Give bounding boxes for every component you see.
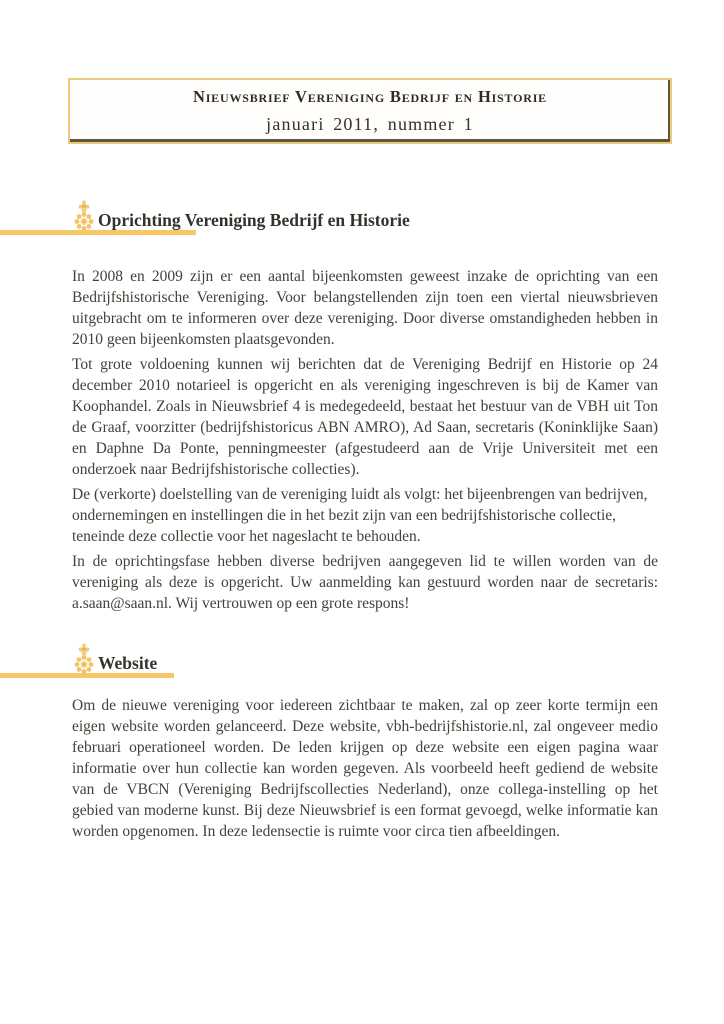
gold-ornament-icon [74, 641, 94, 674]
paragraph: Tot grote voldoening kunnen wij berichten dat de Vereniging Bedrijf en Historie op 24 december 2010 notarieel is opgericht en als vereniging ingeschreven is bij de Kamer van Koophandel. Zoals in Nieuwsbrief 4 is medegedeeld, bestaat het bestuur van de VBH uit Ton de Graaf, voorzitter (bedrijfshistoricus ABN AMRO), Ad Saan, secretaris (Koninklijke Saan) en Daphne Da Ponte, penningmeester (afgestudeerd aan de Vrije Universiteit met een onderzoek naar Bedrijfshistorische collecties). [72, 356, 658, 478]
gold-ornament-icon [74, 198, 94, 231]
paragraph: De (verkorte) doelstelling van de vereniging luidt als volgt: het bijeenbrengen van bedrijven, ondernemingen en instellingen die in het bezit zijn van een bedrijfshistorische collectie, teneinde deze collectie voor het nageslacht te behouden. [72, 486, 648, 545]
newsletter-header-box [68, 78, 672, 144]
newsletter-issue-date: januari 2011, nummer 1 [266, 114, 474, 134]
section-title-oprichting: Oprichting Vereniging Bedrijf en Historie [98, 209, 410, 230]
paragraph: Om de nieuwe vereniging voor iedereen zichtbaar te maken, zal op zeer korte termijn een eigen website worden gelanceerd. Deze website, vbh-bedrijfshistorie.nl, zal ongeveer medio februari operationeel worden. De leden krijgen op deze website een eigen pagina waar informatie over hun collectie kan worden gegeven. Als voorbeeld heeft gediend de website van de VBCN (Vereniging Bedrijfscollecties Nederland), onze collega-instelling op het gebied van moderne kunst. Bij deze Nieuwsbrief is een format gevoegd, welke informatie kan worden opgenomen. In deze ledensectie is ruimte voor circa tien afbeeldingen. [72, 697, 658, 840]
section-title-website: Website [98, 652, 158, 673]
section-body-oprichting [72, 266, 658, 618]
section-body-website [72, 695, 658, 846]
newsletter-title: Nieuwsbrief Vereniging Bedrijf en Historie [193, 87, 547, 106]
paragraph: In 2008 en 2009 zijn er een aantal bijeenkomsten geweest inzake de oprichting van een Bedrijfshistorische Vereniging. Voor belangstellenden zijn toen een viertal nieuwsbrieven uitgebracht om te informeren over deze vereniging. Door diverse omstandigheden hebben in 2010 geen bijeenkomsten plaatsgevonden. [72, 268, 658, 348]
gold-ornament-icon [74, 198, 94, 231]
gold-ornament-icon [74, 641, 94, 674]
paragraph: In de oprichtingsfase hebben diverse bedrijven aangegeven lid te willen worden van de vereniging als deze is opgericht. Uw aanmelding kan gestuurd worden naar de secretaris: a.saan@saan.nl. Wij vertrouwen op een grote respons! [72, 553, 658, 612]
section-heading-oprichting [74, 198, 410, 231]
section-heading-website [74, 641, 157, 674]
